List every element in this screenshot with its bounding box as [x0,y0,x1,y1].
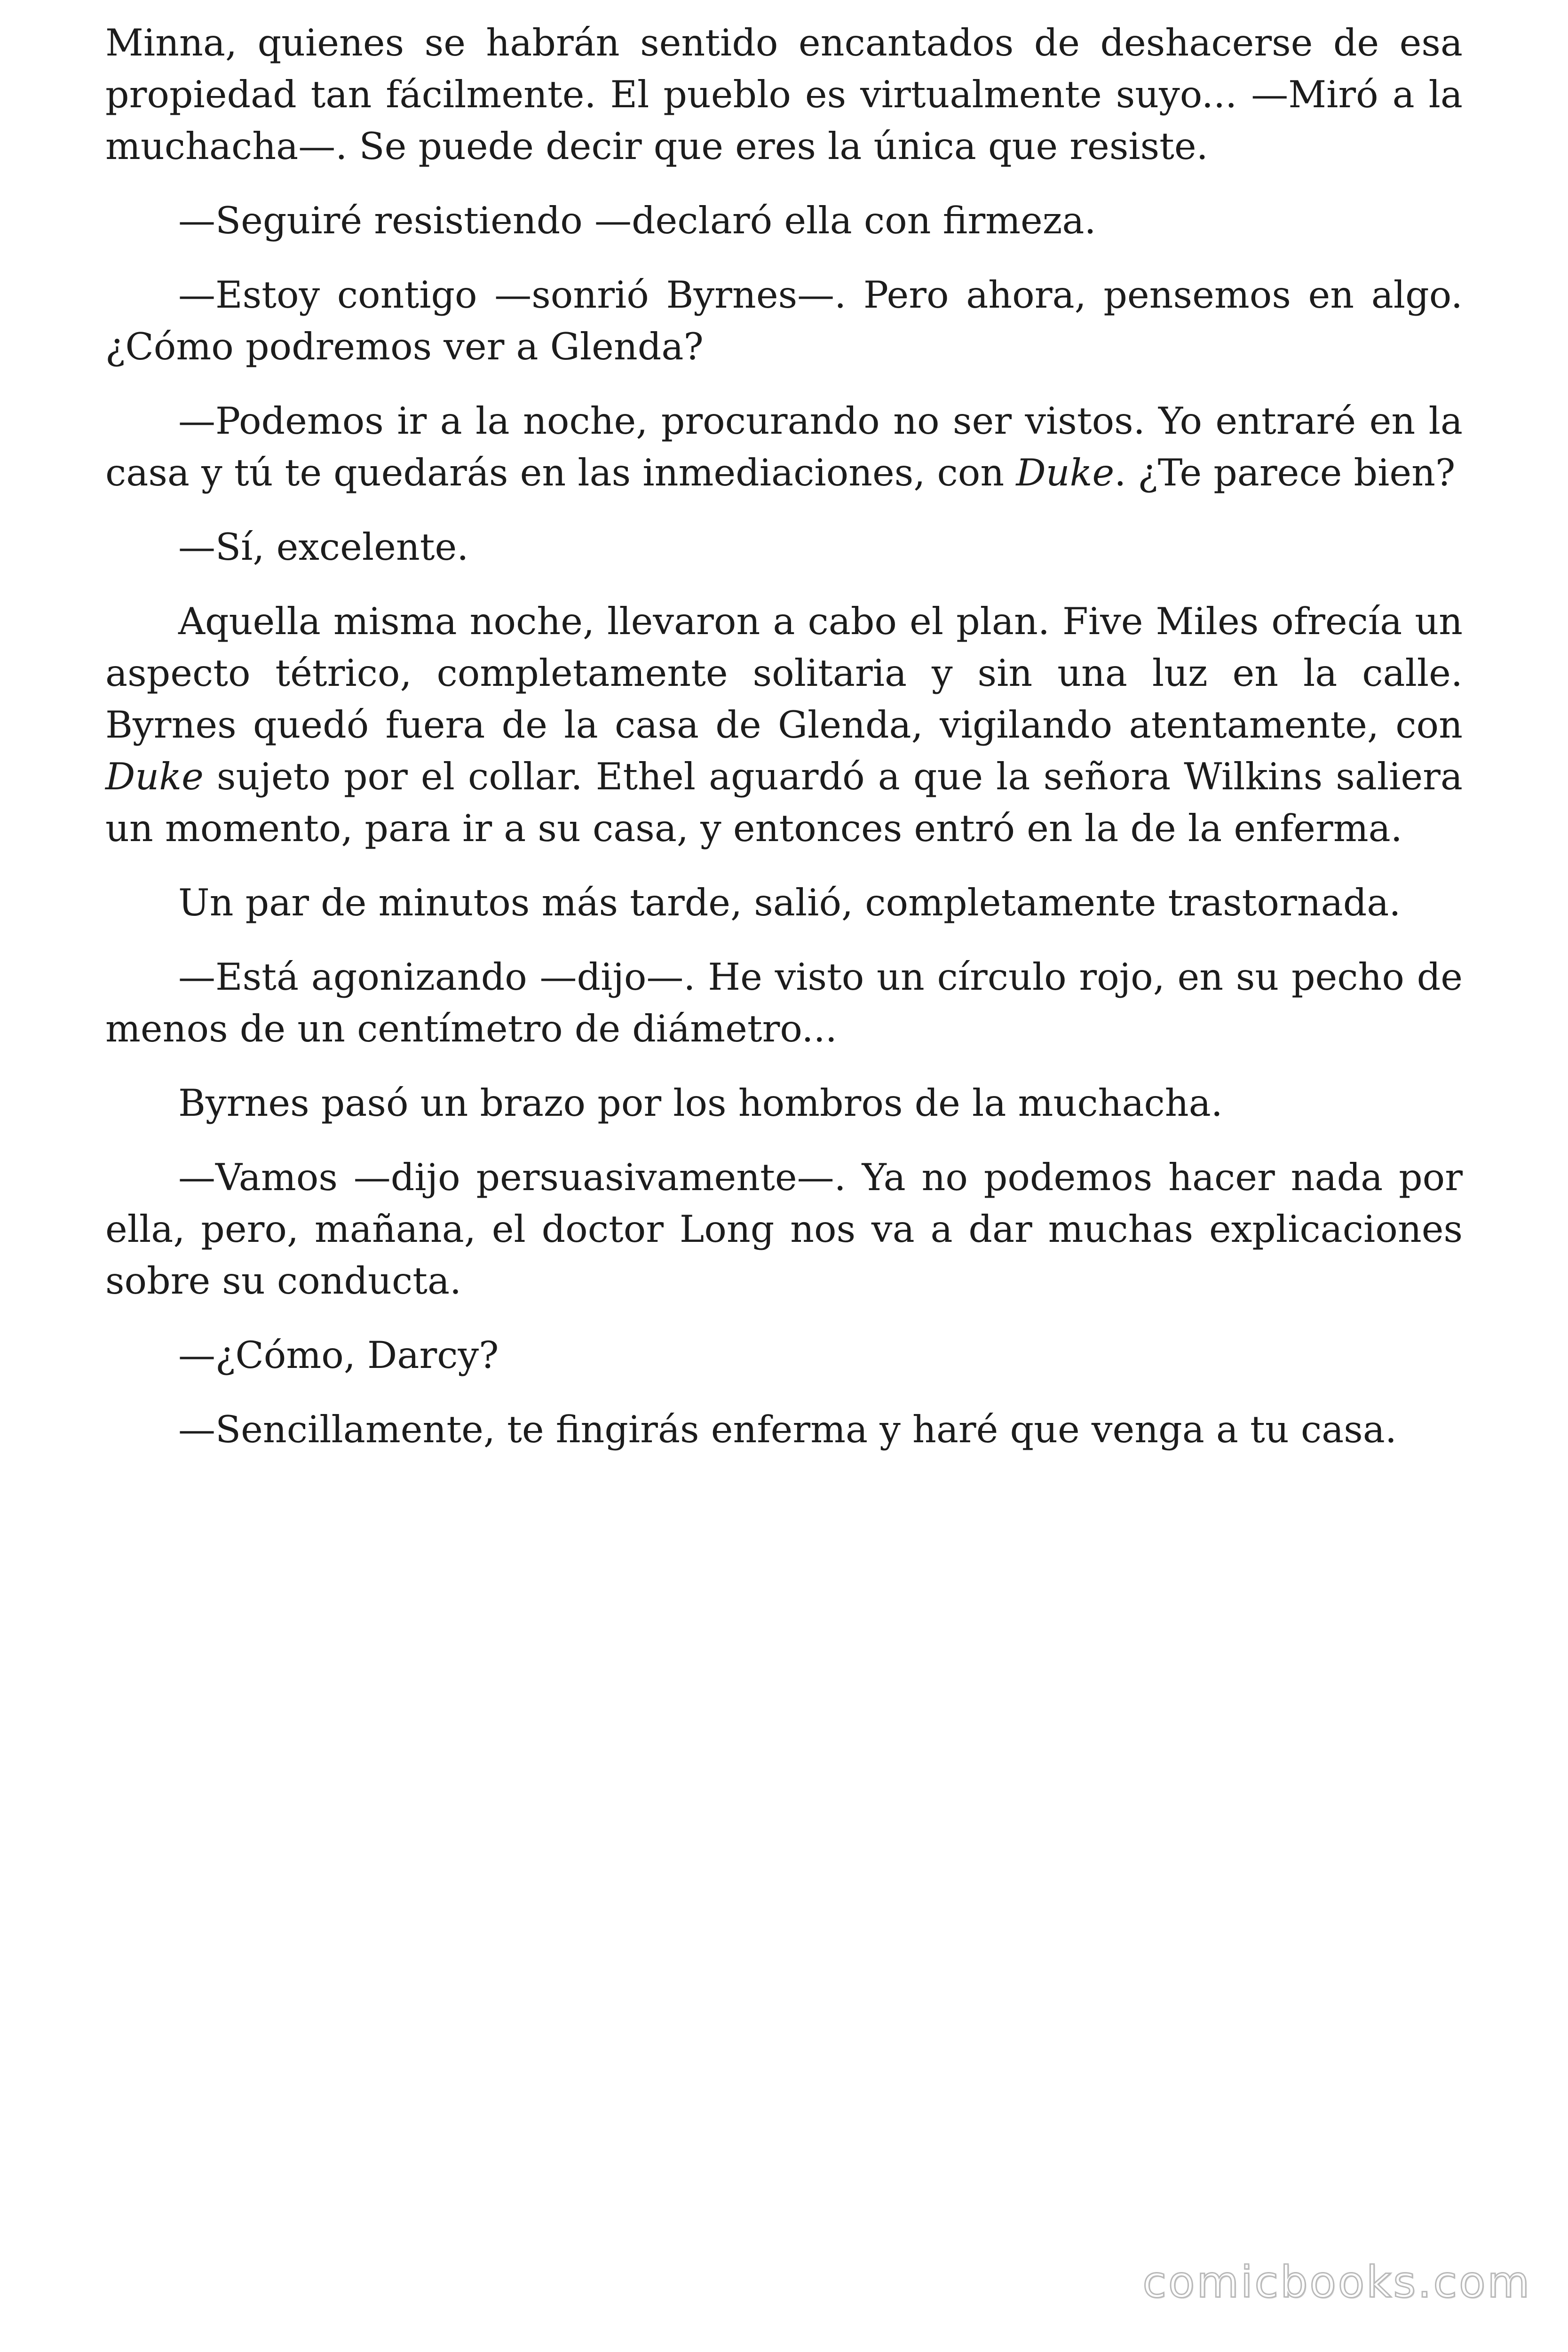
paragraph-text: . ¿Te parece bien? [1114,451,1456,494]
paragraph-text: Byrnes pasó un brazo por los hombros de la muchacha. [178,1081,1223,1125]
paragraph-text: —¿Cómo, Darcy? [178,1334,499,1377]
paragraph-text: —Está agonizando —dijo—. He visto un círculo rojo, en su pecho de menos de un centímetro de diámetro... [105,955,1463,1050]
paragraph-2 [105,195,1463,246]
paragraph-4 [105,395,1463,499]
paragraph-text: —Sí, excelente. [178,525,469,569]
paragraph-11 [105,1329,1463,1381]
paragraph-text: —Estoy contigo —sonrió Byrnes—. Pero ahora, pensemos en algo. ¿Cómo podremos ver a Glenda? [105,273,1463,368]
italic-name: Duke [1016,451,1115,494]
paragraph-text: Minna, quienes se habrán sentido encantados de deshacerse de esa propiedad tan fácilmente. El pueblo es virtualmente suyo... —Miró a la muchacha—. Se puede decir que eres la única que resiste. [105,21,1463,168]
paragraph-10 [105,1152,1463,1307]
paragraph-9 [105,1077,1463,1129]
paragraph-8 [105,951,1463,1055]
paragraph-text: sujeto por el collar. Ethel aguardó a que la señora Wilkins saliera un momento, para ir a su casa, y entonces entró en la de la enferma. [105,755,1463,850]
paragraph-text: —Sencillamente, te fingirás enferma y haré que venga a tu casa. [178,1408,1397,1451]
paragraph-text: —Vamos —dijo persuasivamente—. Ya no podemos hacer nada por ella, pero, mañana, el doctor Long nos va a dar muchas explicaciones sobre su conducta. [105,1156,1463,1303]
paragraph-text: Aquella misma noche, llevaron a cabo el plan. Five Miles ofrecía un aspecto tétrico, completamente solitaria y sin una luz en la calle. Byrnes quedó fuera de la casa de Glenda, vigilando atentamente, con [105,600,1463,747]
italic-name: Duke [105,755,204,798]
book-page [105,17,1463,1478]
paragraph-text: Un par de minutos más tarde, salió, completamente trastornada. [178,881,1401,924]
paragraph-6 [105,596,1463,854]
paragraph-text: —Seguiré resistiendo —declaró ella con firmeza. [178,199,1096,242]
paragraph-7 [105,877,1463,929]
paragraph-5 [105,521,1463,573]
paragraph-3 [105,269,1463,373]
watermark-logo: comicbooks.com [1142,2257,1531,2307]
paragraph-1 [105,17,1463,172]
paragraph-12 [105,1404,1463,1455]
paragraph-text: —Podemos ir a la noche, procurando no ser vistos. Yo entraré en la casa y tú te quedarás en las inmediaciones, con [105,399,1463,494]
